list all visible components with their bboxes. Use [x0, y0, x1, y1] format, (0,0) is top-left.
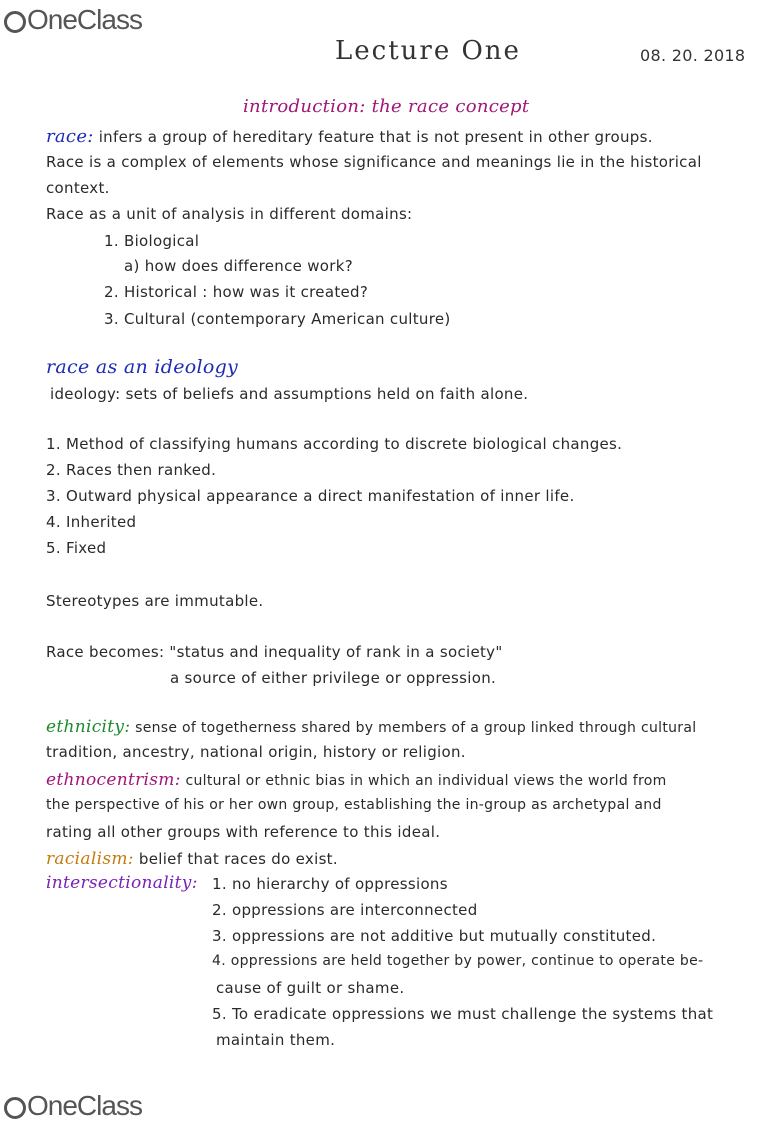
- subtitle: introduction: the race concept: [243, 96, 530, 117]
- oneclass-logo-top: [4, 4, 142, 36]
- oneclass-logo-bottom: [4, 1090, 142, 1122]
- page-title: Lecture One: [335, 36, 521, 66]
- race-line-3: context.: [46, 179, 110, 197]
- ideology-item-3: 3. Outward physical appearance a direct manifestation of inner life.: [46, 487, 575, 505]
- logo-text: OneClass: [27, 1090, 142, 1121]
- term-ethnocentrism: ethnocentrism:: [46, 770, 181, 790]
- ethnicity-line-2: tradition, ancestry, national origin, history or religion.: [46, 743, 466, 761]
- ideology-item-2: 2. Races then ranked.: [46, 461, 217, 479]
- inter-item-3: 3. oppressions are not additive but mutually constituted.: [212, 927, 657, 945]
- ethnocentrism-text: cultural or ethnic bias in which an individual views the world from: [180, 773, 667, 789]
- race-line-2: Race is a complex of elements whose significance and meanings lie in the historical: [46, 153, 702, 171]
- inter-item-2: 2. oppressions are interconnected: [212, 901, 478, 919]
- ethnicity-text: sense of togetherness shared by members of a group linked through cultural: [130, 720, 697, 736]
- race-definition: [46, 126, 653, 147]
- race-item-1: 1. Biological: [104, 232, 200, 250]
- inter-item-1: 1. no hierarchy of oppressions: [212, 875, 448, 893]
- inter-item-4-cont: cause of guilt or shame.: [216, 979, 405, 997]
- ideology-heading: race as an ideology: [46, 356, 239, 378]
- inter-item-5: 5. To eradicate oppressions we must challenge the systems that: [212, 1005, 714, 1023]
- race-line-4: Race as a unit of analysis in different domains:: [46, 205, 413, 223]
- race-becomes-line-2: a source of either privilege or oppression.: [170, 669, 497, 687]
- inter-item-4: 4. oppressions are held together by power, continue to operate be-: [212, 953, 704, 969]
- lecture-date: 08. 20. 2018: [640, 46, 746, 65]
- ideology-definition: ideology: sets of beliefs and assumptions held on faith alone.: [50, 385, 529, 403]
- term-intersectionality: intersectionality:: [46, 873, 198, 893]
- term-racialism: racialism:: [46, 849, 134, 869]
- ethnocentrism-line-2: the perspective of his or her own group, establishing the in-group as archetypal and: [46, 797, 662, 813]
- logo-ring-icon: [4, 11, 26, 33]
- term-race: race:: [46, 126, 94, 147]
- race-item-1a: a) how does difference work?: [124, 257, 353, 275]
- race-item-3: 3. Cultural (contemporary American culture): [104, 310, 451, 328]
- racialism-definition: [46, 849, 338, 869]
- inter-item-5-cont: maintain them.: [216, 1031, 336, 1049]
- ethnocentrism-line-3: rating all other groups with reference to this ideal.: [46, 823, 441, 841]
- logo-text: OneClass: [27, 4, 142, 35]
- term-ethnicity: ethnicity:: [46, 717, 131, 737]
- race-becomes-line-1: Race becomes: "status and inequality of rank in a society": [46, 643, 503, 661]
- stereotypes-line: Stereotypes are immutable.: [46, 592, 264, 610]
- logo-ring-icon: [4, 1097, 26, 1119]
- ideology-item-1: 1. Method of classifying humans according to discrete biological changes.: [46, 435, 623, 453]
- race-def-text: infers a group of hereditary feature that is not present in other groups.: [93, 128, 653, 146]
- ideology-item-5: 5. Fixed: [46, 539, 107, 557]
- ethnicity-definition: [46, 717, 696, 737]
- racialism-text: belief that races do exist.: [133, 850, 338, 868]
- ideology-item-4: 4. Inherited: [46, 513, 137, 531]
- ethnocentrism-definition: [46, 770, 667, 790]
- race-item-2: 2. Historical : how was it created?: [104, 283, 369, 301]
